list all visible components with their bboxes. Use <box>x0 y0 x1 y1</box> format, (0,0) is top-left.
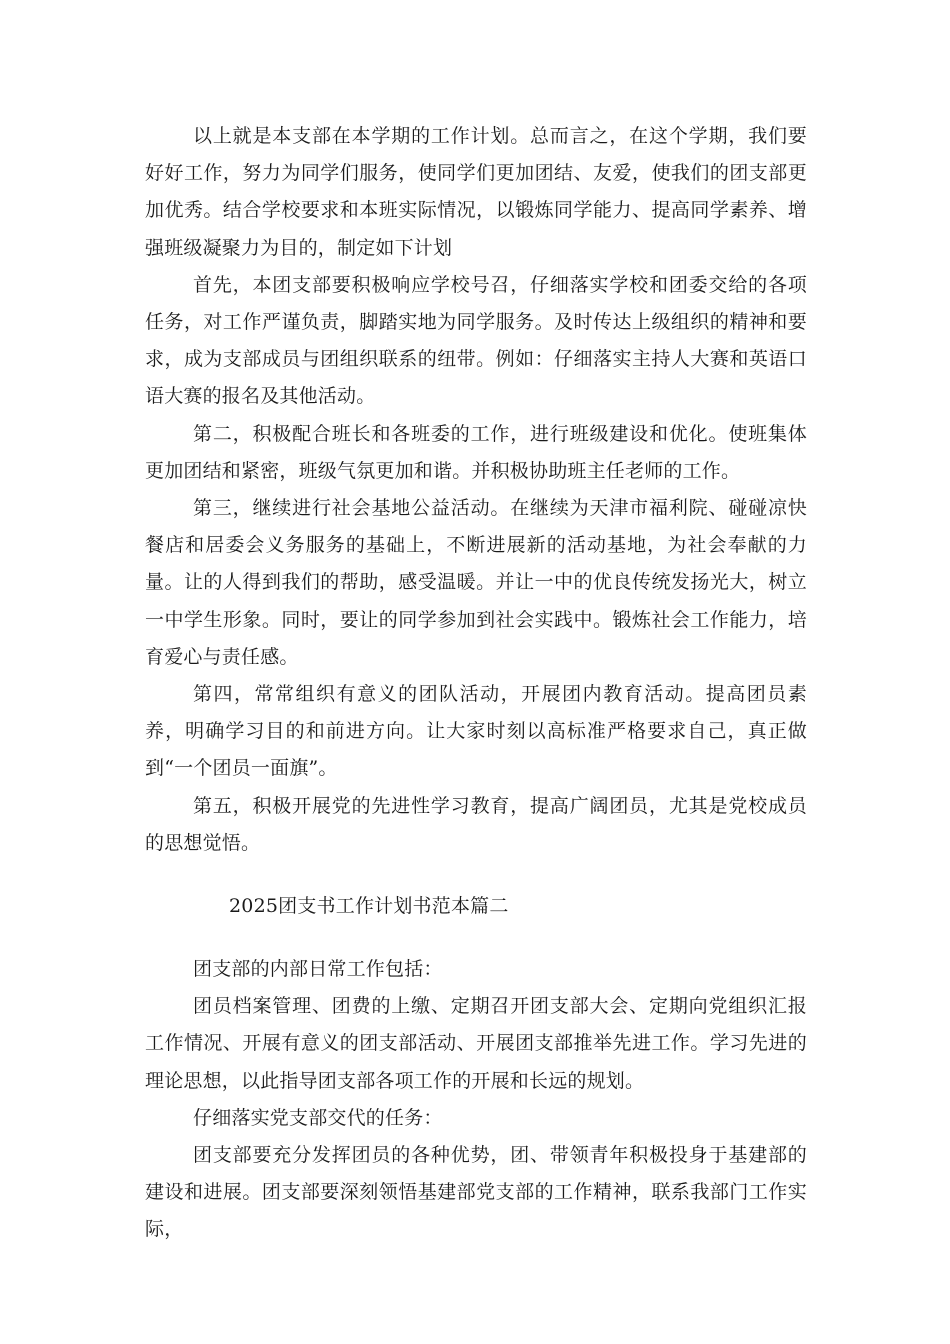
paragraph-summary: 以上就是本支部在本学期的工作计划。总而言之，在这个学期，我们要好好工作，努力为同学们服务，使同学们更加团结、友爱，使我们的团支部更加优秀。结合学校要求和本班实际情况，以锻炼同学能力、提高同学素养、增强班级凝聚力为目的，制定如下计划 <box>145 125 807 259</box>
document-page <box>145 118 807 1249</box>
section-title: 2025团支书工作计划书范本篇二 <box>229 895 509 918</box>
paragraph-party-tasks-heading: 仔细落实党支部交代的任务： <box>193 1106 443 1129</box>
paragraph-fourth: 第四，常常组织有意义的团队活动，开展团内教育活动。提高团员素养，明确学习目的和前进方向。让大家时刻以高标准严格要求自己，真正做到“一个团员一面旗”。 <box>145 683 807 780</box>
paragraph-party-tasks-body: 团支部要充分发挥团员的各种优势，团、带领青年积极投身于基建部的建设和进展。团支部要深刻领悟基建部党支部的工作精神，联系我部门工作实际， <box>145 1144 807 1241</box>
paragraph-third: 第三，继续进行社会基地公益活动。在继续为天津市福利院、碰碰凉快餐店和居委会义务服务的基础上，不断进展新的活动基地，为社会奉献的力量。让的人得到我们的帮助，感受温暖。并让一中的优良传统发扬光大，树立一中学生形象。同时，要让的同学参加到社会实践中。锻炼社会工作能力，培育爱心与责任感。 <box>145 497 807 668</box>
paragraph-daily-work-heading: 团支部的内部日常工作包括： <box>193 958 443 981</box>
paragraph-second: 第二，积极配合班长和各班委的工作，进行班级建设和优化。使班集体更加团结和紧密，班级气氛更加和谐。并积极协助班主任老师的工作。 <box>145 422 807 482</box>
paragraph-fifth: 第五，积极开展党的先进性学习教育，提高广阔团员，尤其是党校成员的思想觉悟。 <box>145 794 807 854</box>
paragraph-first: 首先，本团支部要积极响应学校号召，仔细落实学校和团委交给的各项任务，对工作严谨负责，脚踏实地为同学服务。及时传达上级组织的精神和要求，成为支部成员与团组织联系的纽带。例如：仔细落实主持人大赛和英语口语大赛的报名及其他活动。 <box>145 273 807 408</box>
paragraph-daily-work-items: 团员档案管理、团费的上缴、定期召开团支部大会、定期向党组织汇报工作情况、开展有意义的团支部活动、开展团支部推举先进工作。学习先进的理论思想，以此指导团支部各项工作的开展和长远的规划。 <box>145 995 807 1092</box>
